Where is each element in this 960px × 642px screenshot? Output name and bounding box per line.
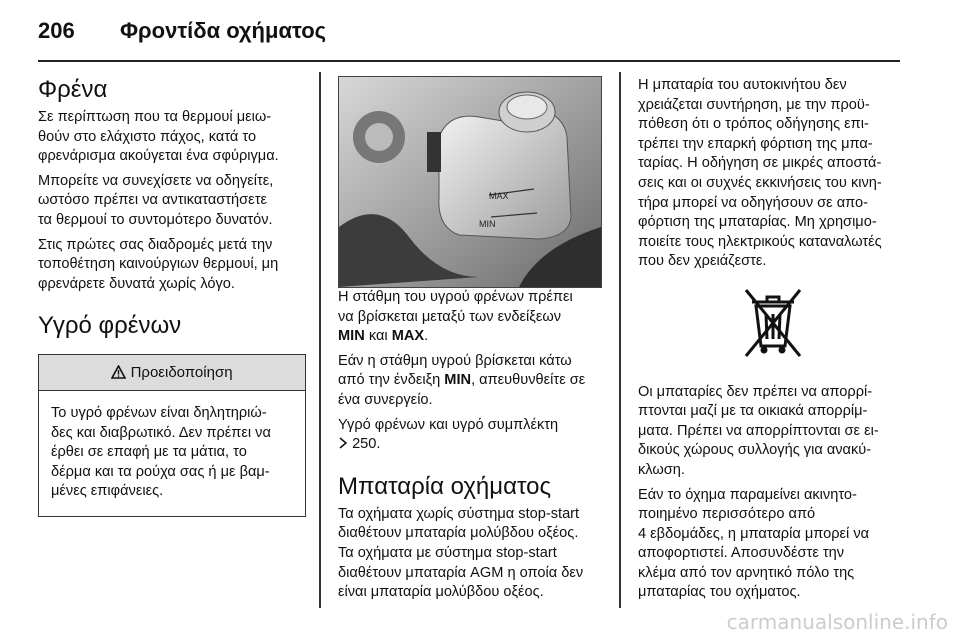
column-divider-2 [619, 72, 621, 608]
warning-title: Προειδοποίηση [130, 364, 233, 382]
header-rule [38, 60, 900, 62]
warning-box [38, 354, 306, 517]
brake-fluid-reservoir-photo [338, 76, 602, 288]
text-run: . [424, 328, 429, 345]
paragraph: Μπορείτε να συνεχίσετε να οδηγείτε, ωστόσο πρέπει να αντικαταστήσετε τα θερμουί το συντομότερο δυνατόν. [38, 172, 274, 228]
section-heading-brakes: Φρένα [38, 76, 108, 103]
warning-header [39, 355, 305, 391]
cross-reference [338, 416, 606, 455]
column-divider-1 [319, 72, 321, 608]
page-reference-link[interactable]: 250. [352, 436, 381, 453]
paragraph: Τα οχήματα χωρίς σύστημα stop-start διαθέτουν μπαταρία μολύβδου οξέος. Τα οχήματα με σύστημα stop-start διαθέτουν μπαταρία AGM η οποία δεν είναι μπαταρία μολύβδου οξέος. [338, 505, 584, 601]
text-run-bold: MIN [444, 372, 472, 389]
page-header [38, 18, 918, 48]
paragraph: Στις πρώτες σας διαδρομές μετά την τοποθέτηση καινούργιων θερμουί, μη φρενάρετε δυνατά χωρίς λόγο. [38, 236, 279, 292]
min-mark-label: MIN [479, 219, 496, 229]
header-title: Φροντίδα οχήματος [120, 18, 327, 43]
max-mark-label: MAX [489, 191, 509, 201]
text-run: , απευθυνθείτε σε ένα συνεργείο. [338, 372, 586, 408]
page-number: 206 [38, 18, 75, 43]
section-heading-brake-fluid: Υγρό φρένων [38, 312, 182, 340]
cross-reference-label: Υγρό φρένων και υγρό συμπλέκτη [338, 416, 559, 433]
section-heading-battery: Μπαταρία οχήματος [338, 472, 552, 500]
column-2 [338, 72, 606, 608]
text-run: και [364, 328, 392, 345]
paragraph [338, 288, 606, 347]
warning-text: Το υγρό φρένων είναι δηλητηριώ- δες και διαβρωτικό. Δεν πρέπει να έρθει σε επαφή με τα μάτια, το δέρμα και τα ρούχα σας ή με βαμ- μένες επιφάνειες. [51, 404, 271, 500]
reference-arrow-icon [338, 436, 348, 452]
text-run: Εάν η στάθμη υγρού βρίσκεται κάτω από την ένδειξη [338, 352, 572, 389]
column-3 [638, 76, 908, 608]
crossed-out-wheelie-bin-icon [638, 284, 908, 369]
text-run: Η στάθμη του υγρού φρένων πρέπει να βρίσκεται μεταξύ των ενδείξεων [338, 289, 573, 325]
text-run-bold: MIN [338, 328, 365, 345]
paragraph: Σε περίπτωση που τα θερμουί μειω- θούν στο ελάχιστο πάχος, κατά το φρενάρισμα ακούγεται ένα σφύριγμα. [38, 109, 279, 165]
paragraph: Η μπαταρία του αυτοκινήτου δεν χρειάζεται συντήρηση, με την προϋ- πόθεση ότι ο τρόπος οδήγησης επι- τρέπει την επαρκή φόρτιση της μπα- ταρίας. Η οδήγηση σε μικρές αποστά- σεις και οι συχνές εκκινήσεις του κινη- τήρα μπορεί να οδηγήσουν σε απο- φόρτιση της μπαταρίας. Μη χρησιμο- ποιείτε τους ηλεκτρικούς καταναλωτές που δεν χρειάζεστε. [638, 77, 882, 270]
watermark: carmanualsonline.info [726, 610, 948, 634]
paragraph: Οι μπαταρίες δεν πρέπει να απορρί- πτονται μαζί με τα οικιακά απορρίμ- ματα. Πρέπει να απορρίπτονται σε ει- δικούς χώρους συλλογής για ανακύ- κλωση. [638, 383, 879, 478]
text-run-bold: MAX [391, 328, 425, 345]
paragraph [338, 352, 606, 411]
paragraph: Εάν το όχημα παραμείνει ακινητο- ποιημένο περισσότερο από 4 εβδομάδες, η μπαταρία μπορεί να αποφορτιστεί. Αποσυνδέστε την κλέμα από τον αρνητικό πόλο της μπαταρίας του οχήματος. [638, 486, 870, 601]
warning-triangle-icon [111, 364, 130, 381]
column-1 [38, 76, 306, 517]
